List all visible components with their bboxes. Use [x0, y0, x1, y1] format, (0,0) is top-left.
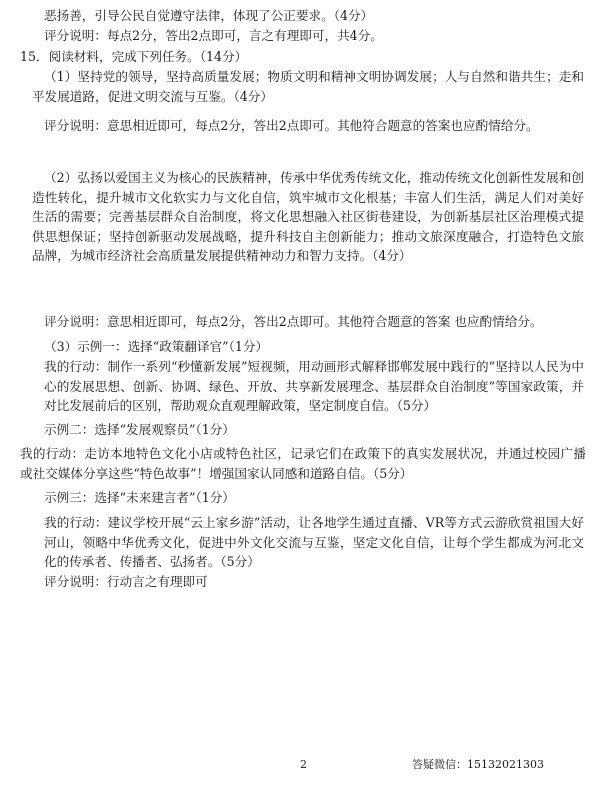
question-15-heading: 15．阅读材料，完成下列任务。（14分） [20, 49, 248, 64]
answer-15-3-example-1: （3）示例一：选择“政策翻译官”（1分） [44, 339, 269, 354]
example-3-heading: 示例三：选择“未来建言者”（1分） [44, 490, 235, 505]
example-2-heading: 示例二：选择“发展观察员”（1分） [44, 422, 235, 437]
text-line-1: 恶扬善，引导公民自觉遵守法律，体现了公正要求。（4分） [44, 8, 374, 23]
page-number: 2 [300, 758, 307, 771]
action-example-2: 我的行动：走访本地特色文化小店或特色社区，记录它们在政策下的真实发展状况，并通过校园广播或社交媒体分享这些“特色故事”！增强国家认同感和道路自信。（5分） [20, 446, 586, 481]
scoring-note-15-3: 评分说明：行动言之有理即可 [44, 574, 208, 589]
contact-info: 答疑微信：15132021303 [412, 758, 544, 771]
scoring-note-15-2: 评分说明：意思相近即可，每点2分，答出2点即可。其他符合题意的答案 也应酌情给分。 [44, 314, 543, 329]
scoring-note-1: 评分说明：每点2分，答出2点即可，言之有理即可，共4分。 [44, 28, 383, 43]
answer-15-1: （1）坚持党的领导，坚持高质量发展；物质文明和精神文明协调发展；人与自然和谐共生；走和平发展道路，促进文明交流与互鉴。（4分） [32, 69, 584, 104]
answer-15-2: （2）弘扬以爱国主义为核心的民族精神，传承中华优秀传统文化，推动传统文化创新性发展和创造性转化，提升城市文化软实力与文化自信，筑牢城市文化根基；丰富人们生活，满足人们对美好生活的需要；完善基层群众自治制度，将文化思想融入社区街巷建设，为创新基层社区治理模式提供思想保证；坚持创新驱动发展战略，提升科技自主创新能力；推动文旅深度融合，打造特色文旅品牌，为城市经济社会高质量发展提供精神动力和智力支持。（4分） [32, 170, 584, 263]
action-example-3: 我的行动：建议学校开展“云上家乡游”活动，让各地学生通过直播、VR等方式云游欣赏祖国大好河山，领略中华优秀文化，促进中外文化交流与互鉴，坚定文化自信，让每个学生都成为河北文化的传承者、传播者、弘扬者。（5分） [44, 515, 584, 569]
scoring-note-15-1: 评分说明：意思相近即可，每点2分，答出2点即可。其他符合题意的答案也应酌情给分。 [44, 118, 539, 133]
action-example-1: 我的行动：制作一系列“秒懂新发展”短视频，用动画形式解释邯郸发展中践行的“坚持以人民为中心的发展思想、创新、协调、绿色、开放、共享新发展理念、基层群众自治制度”等国家政策，并对比发展前后的区别，帮助观众直观理解政策，坚定制度自信。（5分） [44, 359, 584, 413]
